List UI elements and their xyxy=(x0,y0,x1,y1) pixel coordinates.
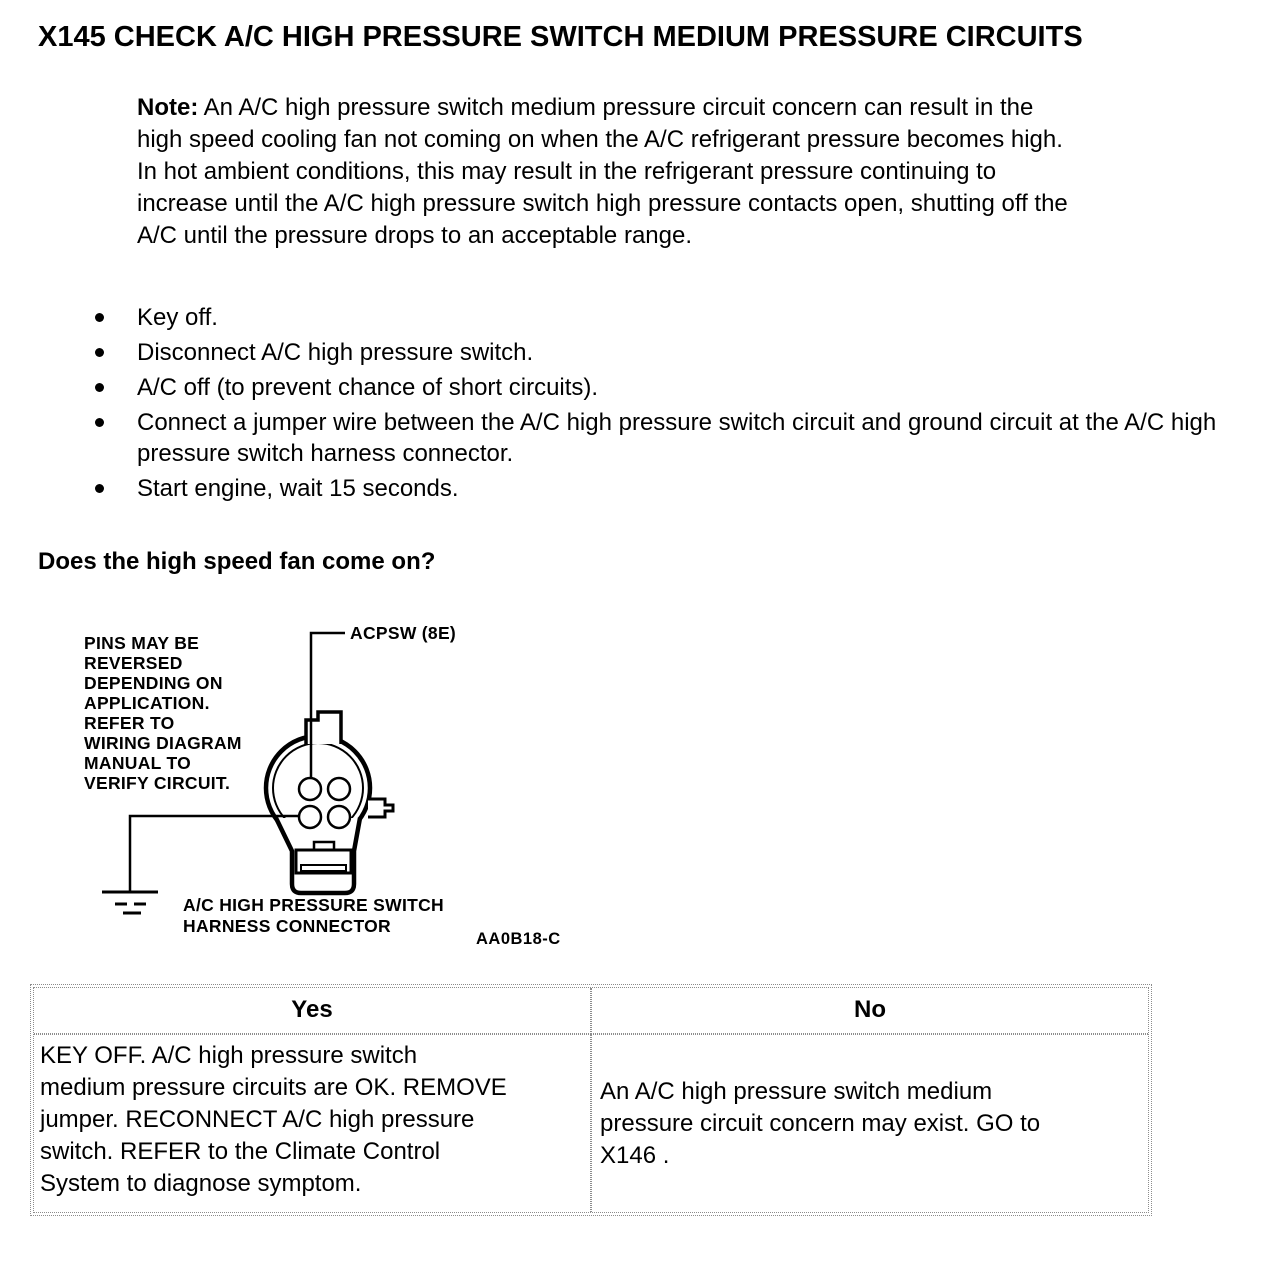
procedure-step: Connect a jumper wire between the A/C high pressure switch circuit and ground circuit at the A/C high pressure switch harness connector. xyxy=(137,407,1242,469)
diagram-note-line: DEPENDING ON xyxy=(84,673,223,693)
figure-caption-line: HARNESS CONNECTOR xyxy=(183,916,391,936)
ground-wire-line xyxy=(130,816,299,891)
yes-action-line: switch. REFER to the Climate Control xyxy=(40,1138,441,1165)
connector-outline xyxy=(266,712,393,893)
wire-label: ACPSW (8E) xyxy=(350,623,457,643)
answer-table-body-row xyxy=(34,1034,1148,1212)
note-line: In hot ambient conditions, this may result in the refrigerant pressure continuing to xyxy=(137,158,997,185)
housing-inner-bar xyxy=(301,865,346,871)
no-action-line: pressure circuit concern may exist. GO to xyxy=(600,1109,1041,1137)
diagram-note-line: VERIFY CIRCUIT. xyxy=(84,773,231,793)
figure-caption-line: A/C HIGH PRESSURE SWITCH xyxy=(183,895,444,915)
answer-table xyxy=(33,987,1149,1213)
yes-action-line: System to diagnose symptom. xyxy=(40,1170,362,1197)
diagram-note-line: WIRING DIAGRAM xyxy=(84,733,242,753)
diagram-note-line: APPLICATION. xyxy=(84,693,210,713)
no-column-header: No xyxy=(591,988,1148,1034)
no-action-cell xyxy=(591,1034,1148,1212)
yes-action-line: jumper. RECONNECT A/C high pressure xyxy=(40,1106,475,1133)
question-heading: Does the high speed fan come on? xyxy=(38,548,436,575)
note-paragraph xyxy=(137,92,1280,252)
yes-column-header: Yes xyxy=(34,988,591,1034)
diagram-note-line: REFER TO xyxy=(84,713,175,733)
figure-caption xyxy=(183,895,444,936)
no-action-line: X146 . xyxy=(600,1141,670,1169)
diagram-note-line: REVERSED xyxy=(84,653,183,673)
procedure-step: A/C off (to prevent chance of short circuits). xyxy=(137,372,1242,403)
yes-action-cell xyxy=(34,1034,591,1212)
connector-side-tab xyxy=(368,799,393,817)
pin-top-right xyxy=(328,778,350,800)
signal-wire xyxy=(311,633,345,704)
note-line: high speed cooling fan not coming on when the A/C refrigerant pressure becomes high. xyxy=(137,126,1063,153)
document-page xyxy=(0,18,1280,1288)
note-line: increase until the A/C high pressure switch high pressure contacts open, shutting off the xyxy=(137,190,1068,217)
note-line: A/C until the pressure drops to an acceptable range. xyxy=(137,222,692,249)
answer-table-header-row xyxy=(34,988,1148,1034)
pin-bottom-left xyxy=(299,806,321,828)
note-label: Note: xyxy=(137,94,199,121)
no-action-line: An A/C high pressure switch medium xyxy=(600,1077,993,1105)
pin-top-left xyxy=(299,778,321,800)
diagram-note-text xyxy=(84,633,242,793)
procedure-step: Disconnect A/C high pressure switch. xyxy=(137,337,1242,368)
note-line xyxy=(137,92,1280,124)
ground-icon xyxy=(102,892,158,913)
note-line-text: An A/C high pressure switch medium pressure circuit concern can result in the xyxy=(203,94,1034,121)
diagram-note-line: MANUAL TO xyxy=(84,753,192,773)
connector-diagram-svg xyxy=(60,608,620,968)
page-title: X145 CHECK A/C HIGH PRESSURE SWITCH MEDIUM PRESSURE CIRCUITS xyxy=(38,21,1083,53)
answer-table-wrap xyxy=(30,984,1152,1216)
yes-action-line: medium pressure circuits are OK. REMOVE xyxy=(40,1074,507,1101)
connector-figure xyxy=(60,608,620,968)
procedure-list xyxy=(0,302,1280,504)
procedure-step: Key off. xyxy=(137,302,1242,333)
figure-code: AA0B18-C xyxy=(476,930,561,948)
yes-action-line: KEY OFF. A/C high pressure switch xyxy=(40,1042,418,1069)
procedure-step: Start engine, wait 15 seconds. xyxy=(137,473,1242,504)
diagram-note-line: PINS MAY BE xyxy=(84,633,200,653)
pin-bottom-right xyxy=(328,806,350,828)
